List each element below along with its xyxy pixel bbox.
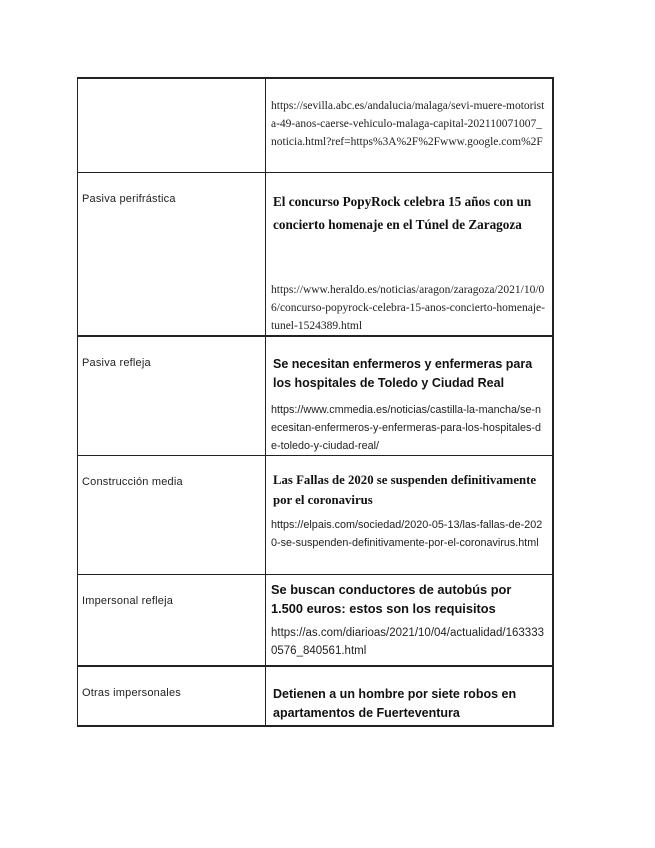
row-content-cell: [266, 78, 554, 172]
row-content-cell: [266, 336, 554, 456]
article-title: Detienen a un hombre por siete robos en apartamentos de Fuerteventura: [273, 687, 517, 720]
examples-table: [77, 77, 554, 727]
article-title: Se buscan conductores de autobús por 1.500 euros: estos son los requisitos: [271, 581, 512, 616]
table-row: [78, 78, 554, 172]
row-label: Construcción media: [82, 475, 183, 488]
row-label-cell: [78, 666, 266, 726]
row-content-cell: [266, 172, 554, 336]
article-url: https://as.com/diarioas/2021/10/04/actualidad/1633330576_840561.html: [271, 626, 544, 657]
row-label-cell: [78, 574, 266, 666]
table-row: [78, 336, 554, 456]
table-row: [78, 172, 554, 336]
row-label-cell: [78, 78, 266, 172]
row-content-cell: [266, 574, 554, 666]
table-row: [78, 455, 554, 574]
table-row: [78, 574, 554, 666]
article-url: https://www.cmmedia.es/noticias/castilla-la-mancha/se-necesitan-enfermeros-y-enfermeras-para-los-hospitales-de-toledo-y-ciudad-real/: [271, 403, 542, 452]
row-label: Otras impersonales: [82, 687, 181, 699]
row-label: Impersonal refleja: [82, 594, 174, 607]
row-label-cell: [78, 455, 266, 574]
row-label-cell: [78, 172, 266, 336]
article-url: https://www.heraldo.es/noticias/aragon/zaragoza/2021/10/06/concurso-popyrock-celebra-15-anos-concierto-homenaje-tunel-1524389.html: [271, 283, 545, 332]
row-label-cell: [78, 336, 266, 456]
row-content-cell: [266, 455, 554, 574]
article-title: Las Fallas de 2020 se suspenden definitivamente por el coronavirus: [273, 472, 537, 507]
row-label: Pasiva perifrástica: [82, 192, 176, 205]
article-url: https://sevilla.abc.es/andalucia/malaga/sevi-muere-motorista-49-anos-caerse-vehiculo-malaga-capital-202110071007_noticia.html?ref=https%3A%2F%2Fwww.google.com%2F: [271, 100, 545, 148]
row-label: Pasiva refleja: [82, 356, 151, 369]
article-title: El concurso PopyRock celebra 15 años con un concierto homenaje en el Túnel de Zaragoza: [273, 193, 532, 232]
article-url: https://elpais.com/sociedad/2020-05-13/las-fallas-de-2020-se-suspenden-definitivamente-por-el-coronavirus.html: [271, 518, 543, 549]
article-title: Se necesitan enfermeros y enfermeras para los hospitales de Toledo y Ciudad Real: [273, 356, 533, 390]
row-content-cell: [266, 666, 554, 726]
table-row: [78, 666, 554, 726]
